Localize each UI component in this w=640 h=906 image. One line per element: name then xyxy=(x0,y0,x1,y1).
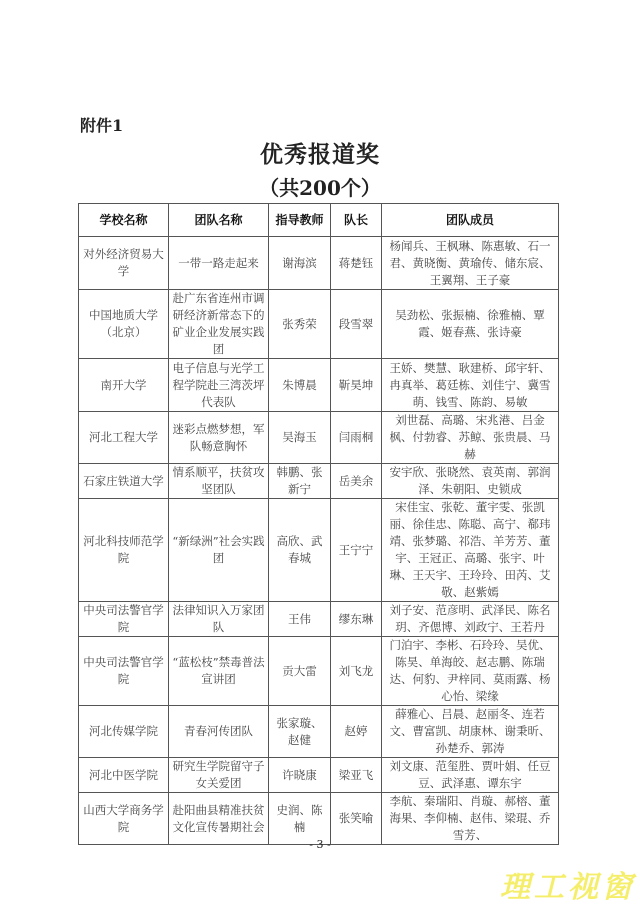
members-cell: 杨闻兵、王枫琳、陈惠敏、石一君、黄晓衡、黄瑜传、储东宸、王翼翔、王子豪 xyxy=(382,237,559,290)
advisor-cell: 贡大雷 xyxy=(269,637,331,706)
captain-cell: 岳美余 xyxy=(331,464,382,499)
school-cell: 河北中医学院 xyxy=(79,758,169,793)
document-subtitle: （共200个） xyxy=(259,176,381,200)
team-cell: 研究生学院留守子女关爱团 xyxy=(169,758,269,793)
table-row xyxy=(79,602,559,637)
advisor-cell: 谢海滨 xyxy=(269,237,331,290)
members-cell: 吴劲松、张振楠、徐雅楠、覃霞、姬春燕、张诗豪 xyxy=(382,290,559,359)
captain-cell: 闫雨桐 xyxy=(331,412,382,464)
school-cell: 中国地质大学（北京） xyxy=(79,290,169,359)
team-cell: 一带一路走起来 xyxy=(169,237,269,290)
members-cell: 刘文康、范玺胜、贾叶娟、任豆豆、武泽惠、谭东宇 xyxy=(382,758,559,793)
column-header: 学校名称 xyxy=(79,204,169,237)
attachment-label: 附件1 xyxy=(80,116,124,135)
table-row xyxy=(79,706,559,758)
school-cell: 河北科技师范学院 xyxy=(79,499,169,602)
members-cell: 李航、秦瑞阳、肖璇、郝榕、董海果、李仰楠、赵伟、梁琨、乔雪芳、 xyxy=(382,793,559,845)
table-row xyxy=(79,464,559,499)
school-cell: 河北传媒学院 xyxy=(79,706,169,758)
advisor-cell: 朱博晨 xyxy=(269,359,331,412)
table-row xyxy=(79,412,559,464)
members-cell: 宋佳宝、张乾、董宇雯、张凯丽、徐佳忠、陈聪、高宁、郗玮靖、张梦璐、祁浩、羊芳芳、董宇、王冠正、高璐、张宇、叶琳、王天宇、王玲玲、田芮、艾敬、赵紫嫣 xyxy=(382,499,559,602)
captain-cell: 梁亚飞 xyxy=(331,758,382,793)
table-row xyxy=(79,793,559,845)
team-cell: 法律知识入万家团队 xyxy=(169,602,269,637)
members-cell: 门泊宇、李彬、石玲玲、吴优、陈昊、单海皎、赵志鹏、陈瑞达、何豹、尹梓同、莫雨露、杨心怡、梁缘 xyxy=(382,637,559,706)
table-row xyxy=(79,237,559,290)
column-header: 队长 xyxy=(331,204,382,237)
column-header: 团队名称 xyxy=(169,204,269,237)
table-row xyxy=(79,637,559,706)
captain-cell: 蒋楚钰 xyxy=(331,237,382,290)
team-cell: 电子信息与光学工程学院赴三湾茨坪代表队 xyxy=(169,359,269,412)
captain-cell: 王宁宁 xyxy=(331,499,382,602)
school-cell: 对外经济贸易大学 xyxy=(79,237,169,290)
page-number: - 3 - xyxy=(309,838,331,851)
school-cell: 山西大学商务学院 xyxy=(79,793,169,845)
school-cell: 南开大学 xyxy=(79,359,169,412)
team-cell: 青春河传团队 xyxy=(169,706,269,758)
advisor-cell: 韩鹏、张新宁 xyxy=(269,464,331,499)
team-cell: 情系顺平，扶贫攻坚团队 xyxy=(169,464,269,499)
members-cell: 薛雅心、吕晨、赵丽冬、连若文、曹富凯、胡康林、谢秉昕、孙楚乔、郭涛 xyxy=(382,706,559,758)
advisor-cell: 王伟 xyxy=(269,602,331,637)
advisor-cell: 张秀荣 xyxy=(269,290,331,359)
captain-cell: 缪东琳 xyxy=(331,602,382,637)
members-cell: 安宇欣、张晓然、袁英南、郭润泽、朱朝阳、史锁成 xyxy=(382,464,559,499)
captain-cell: 段雪翠 xyxy=(331,290,382,359)
advisor-cell: 吴海玉 xyxy=(269,412,331,464)
table-row xyxy=(79,359,559,412)
advisor-cell: 许晓康 xyxy=(269,758,331,793)
team-cell: “新绿洲”社会实践团 xyxy=(169,499,269,602)
table-row xyxy=(79,290,559,359)
school-cell: 石家庄铁道大学 xyxy=(79,464,169,499)
watermark-logo: 理工视窗 xyxy=(500,870,636,905)
captain-cell: 赵婷 xyxy=(331,706,382,758)
document-title: 优秀报道奖 xyxy=(260,141,380,168)
table-header-row xyxy=(79,204,559,237)
school-cell: 河北工程大学 xyxy=(79,412,169,464)
table-row xyxy=(79,499,559,602)
school-cell: 中央司法警官学院 xyxy=(79,637,169,706)
advisor-cell: 张家璇、赵健 xyxy=(269,706,331,758)
team-cell: 赴阳曲县精准扶贫文化宣传暑期社会 xyxy=(169,793,269,845)
advisor-cell: 史润、陈楠 xyxy=(269,793,331,845)
members-cell: 刘子安、范彦明、武泽民、陈名玥、齐偲博、刘政宁、王若丹 xyxy=(382,602,559,637)
school-cell: 中央司法警官学院 xyxy=(79,602,169,637)
captain-cell: 靳昊坤 xyxy=(331,359,382,412)
team-cell: 赴广东省连州市调研经济新常态下的矿业企业发展实践团 xyxy=(169,290,269,359)
column-header: 指导教师 xyxy=(269,204,331,237)
advisor-cell: 高欣、武春城 xyxy=(269,499,331,602)
team-cell: “蓝松枝”禁毒普法宣讲团 xyxy=(169,637,269,706)
team-cell: 迷彩点燃梦想，军队畅意胸怀 xyxy=(169,412,269,464)
table-row xyxy=(79,758,559,793)
members-cell: 王娇、樊慧、耿建桥、邱宇轩、冉真举、葛廷栋、刘佳宁、冀雪萌、钱雪、陈韵、易敏 xyxy=(382,359,559,412)
captain-cell: 刘飞龙 xyxy=(331,637,382,706)
award-table xyxy=(78,203,559,845)
captain-cell: 张笑喻 xyxy=(331,793,382,845)
members-cell: 刘世磊、高璐、宋兆港、吕金枫、付勃睿、苏鲸、张贵晨、马赫 xyxy=(382,412,559,464)
column-header: 团队成员 xyxy=(382,204,559,237)
